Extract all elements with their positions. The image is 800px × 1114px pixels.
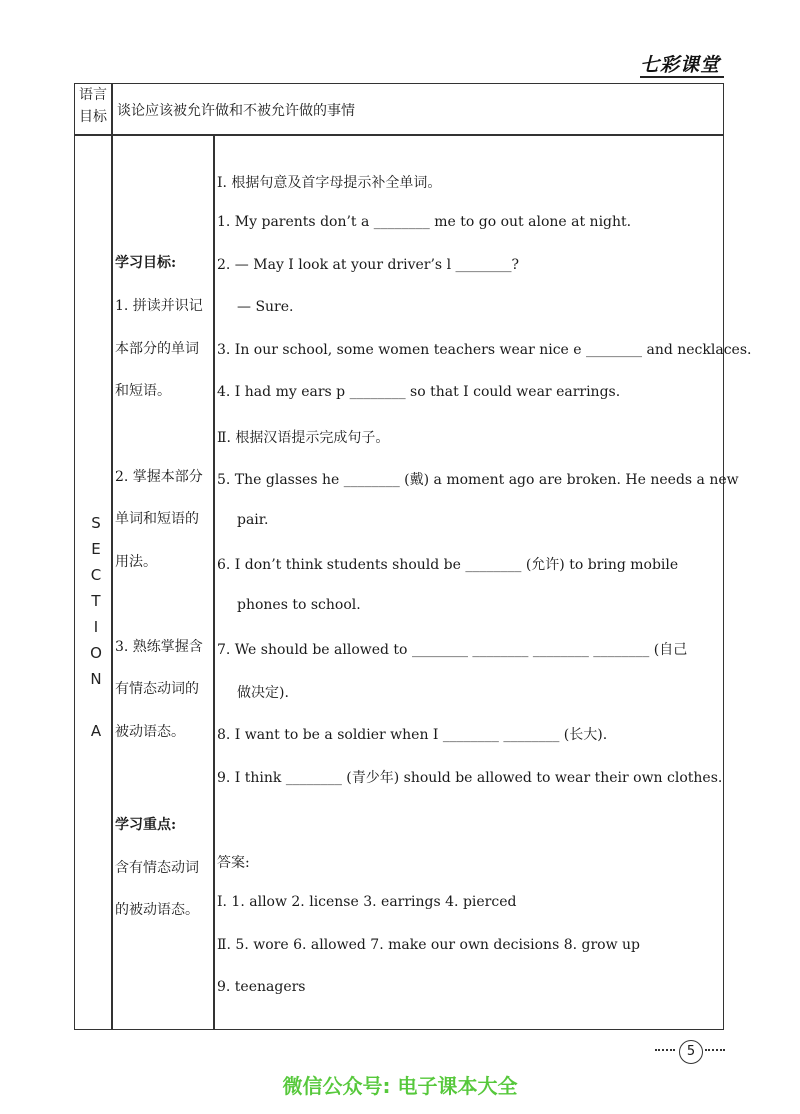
objective-2-line2: 单词和短语的: [115, 511, 199, 527]
column-divider-1: [111, 84, 113, 1029]
goal-label-line1: 语言: [79, 87, 107, 103]
question-5-cont: pair.: [237, 512, 269, 528]
question-7-cont: 做决定).: [237, 685, 289, 701]
objective-3-line1: 3. 熟练掌握含: [115, 639, 203, 655]
lesson-table: [74, 83, 752, 1030]
footer-watermark: 微信公众号: 电子课本大全: [282, 1074, 518, 1098]
part2-title: Ⅱ. 根据汉语提示完成句子。: [217, 430, 390, 446]
objective-2-line1: 2. 掌握本部分: [115, 469, 203, 485]
answers-line-3: 9. teenagers: [217, 979, 306, 995]
question-5: 5. The glasses he ________ (戴) a moment ago are broken. He needs a new: [217, 472, 739, 488]
answers-line-2: Ⅱ. 5. wore 6. allowed 7. make our own decisions 8. grow up: [217, 937, 641, 953]
question-2-answer: — Sure.: [237, 299, 294, 315]
key-point-line1: 含有情态动词: [115, 860, 199, 876]
column-divider-2: [213, 134, 215, 1029]
key-point-line2: 的被动语态。: [115, 902, 199, 918]
question-6-cont: phones to school.: [237, 597, 361, 613]
goal-label-line2: 目标: [79, 109, 107, 125]
question-7: 7. We should be allowed to ________ ________ ________ ________ (自己: [217, 642, 688, 658]
part1-title: Ⅰ. 根据句意及首字母提示补全单词。: [217, 175, 442, 191]
brand-logo: [640, 50, 724, 76]
answers-line-1: Ⅰ. 1. allow 2. license 3. earrings 4. pierced: [217, 894, 517, 910]
key-points-title: 学习重点:: [115, 817, 177, 833]
answers-title: 答案:: [217, 855, 250, 871]
objectives-title: 学习目标:: [115, 255, 177, 271]
objective-1-line2: 本部分的单词: [115, 341, 199, 357]
brand-text: 七彩课堂: [640, 54, 721, 76]
question-9: 9. I think ________ (青少年) should be allowed to wear their own clothes.: [217, 770, 723, 786]
question-8: 8. I want to be a soldier when I ________ ________ (长大).: [217, 727, 608, 743]
question-6: 6. I don’t think students should be ________ (允许) to bring mobile: [217, 557, 679, 573]
objective-2-line3: 用法。: [115, 554, 157, 570]
row-divider: [75, 134, 723, 136]
objective-3-line2: 有情态动词的: [115, 681, 199, 697]
question-3: 3. In our school, some women teachers wear nice e ________ and necklaces.: [217, 342, 752, 358]
objective-1-line1: 1. 拼读并识记: [115, 298, 203, 314]
question-4: 4. I had my ears p ________ so that I could wear earrings.: [217, 384, 621, 400]
question-2: 2. — May I look at your driver’s l ________?: [217, 257, 520, 273]
brand-underline: [640, 76, 724, 78]
page-number: 5: [679, 1040, 703, 1064]
pager-dots-left: [655, 1049, 675, 1055]
pager-dots-right: [705, 1049, 725, 1055]
question-1: 1. My parents don’t a ________ me to go out alone at night.: [217, 214, 632, 230]
goal-label: [75, 84, 111, 128]
page-number-badge: [655, 1040, 725, 1064]
objective-1-line3: 和短语。: [115, 383, 171, 399]
objective-3-line3: 被动语态。: [115, 724, 185, 740]
goal-text: 谈论应该被允许做和不被允许做的事情: [117, 103, 355, 119]
section-label: SECTION A: [87, 514, 105, 748]
